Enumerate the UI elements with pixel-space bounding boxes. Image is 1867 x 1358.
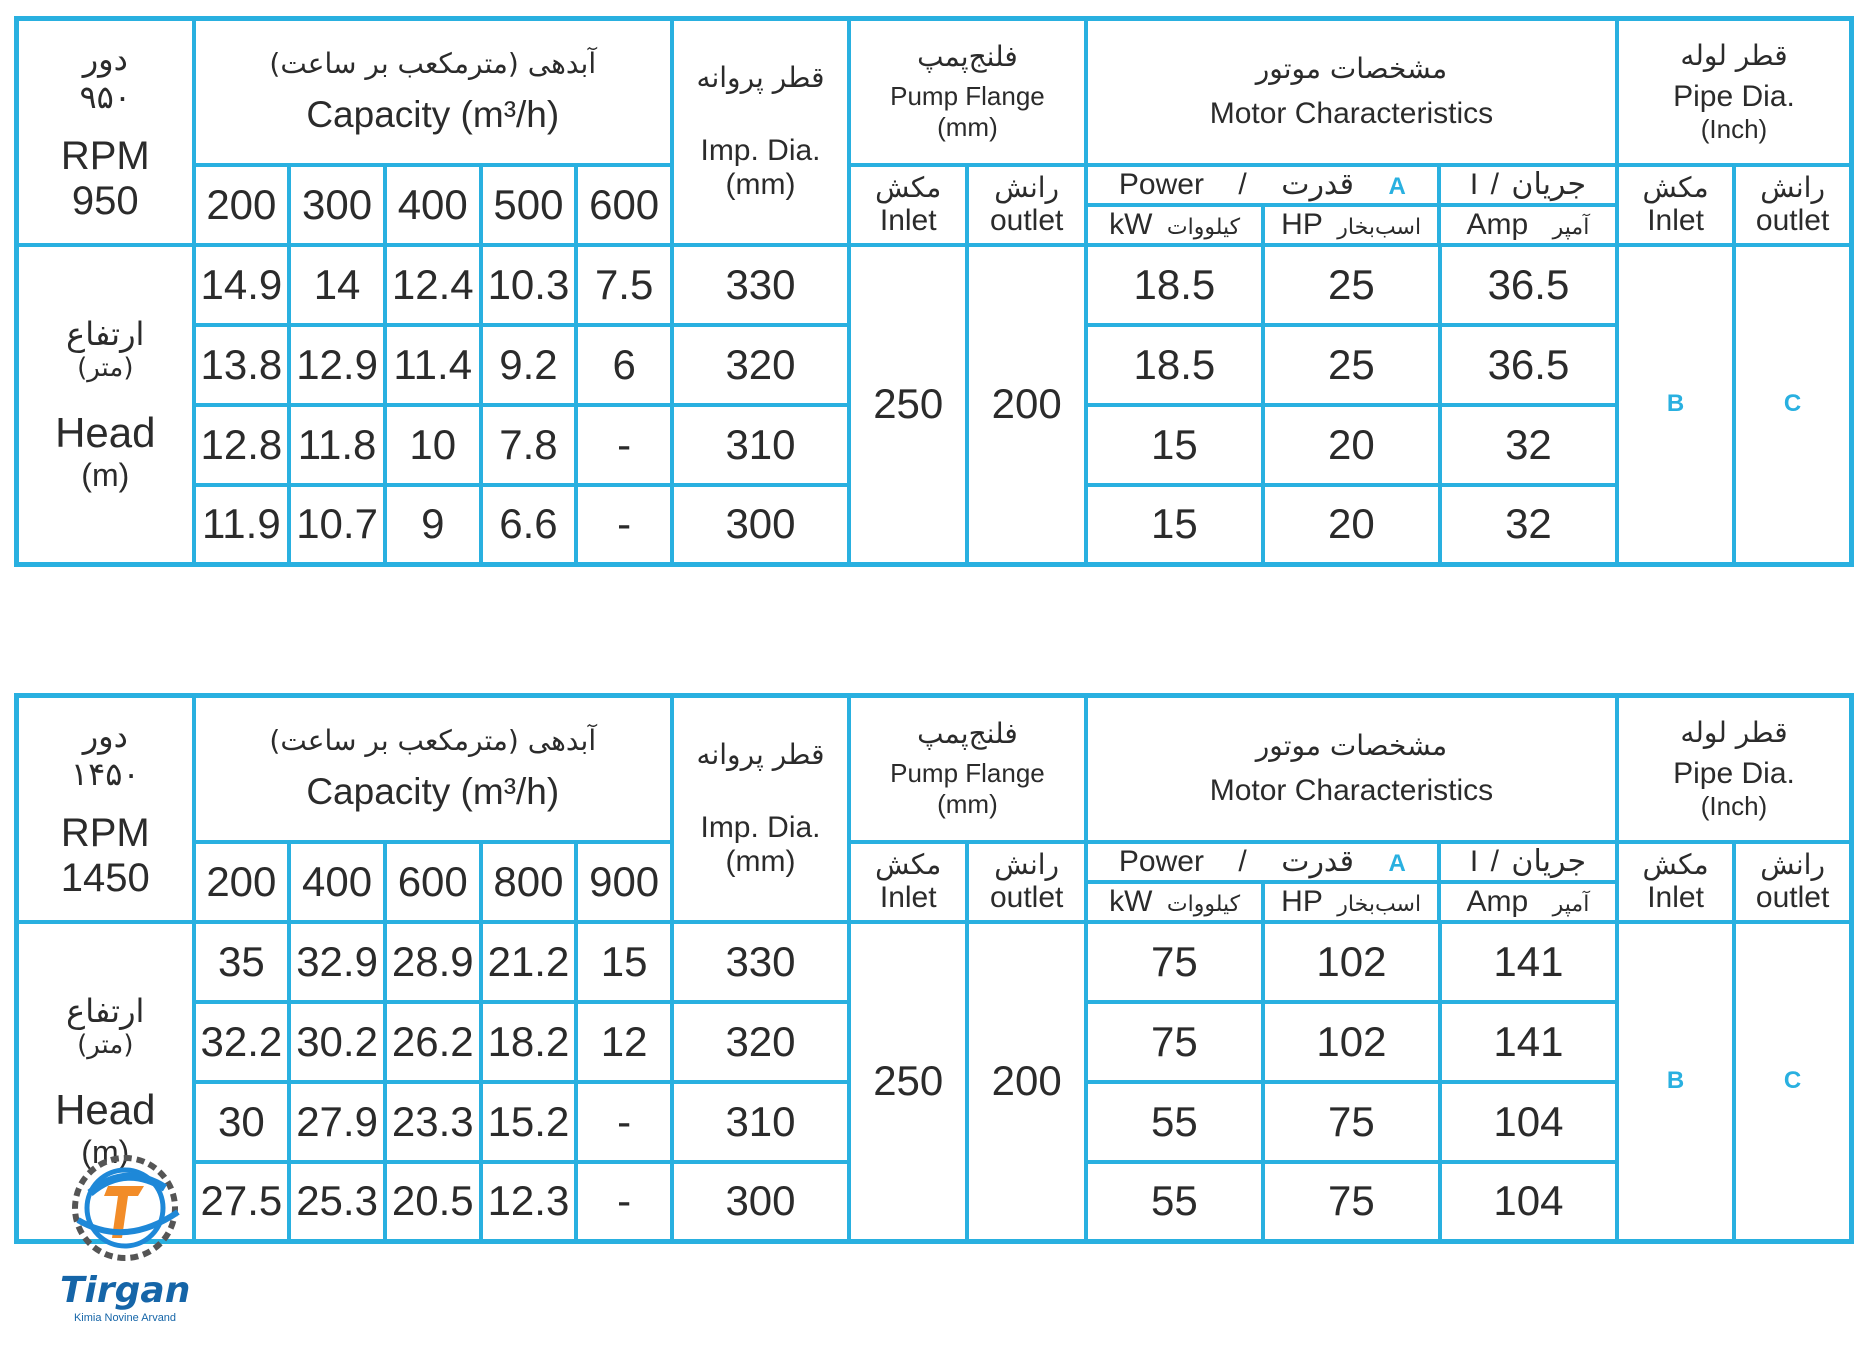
rpm-fa: دور bbox=[82, 39, 128, 78]
pipe-inlet-fa: مکش bbox=[1642, 171, 1709, 204]
head-value: - bbox=[576, 485, 672, 565]
head-label-en-unit: (m) bbox=[81, 456, 130, 493]
impeller-header-fa: قطر پروانه bbox=[696, 61, 825, 95]
logo-emblem-icon bbox=[60, 1148, 190, 1270]
amp-header-en: Amp bbox=[1466, 884, 1529, 918]
hp-value: 20 bbox=[1263, 405, 1440, 485]
impeller-header-en: Imp. Dia. bbox=[700, 811, 821, 845]
current-header-en: I bbox=[1469, 845, 1479, 878]
head-value: 13.8 bbox=[194, 325, 290, 405]
rpm-value: 1450 bbox=[60, 855, 150, 900]
pump-flange-header-en: Pump Flange bbox=[890, 81, 1045, 112]
kw-value: 18.5 bbox=[1086, 245, 1263, 325]
head-value: - bbox=[576, 1082, 672, 1162]
flange-outlet-en: outlet bbox=[989, 881, 1064, 914]
head-value: 12.8 bbox=[194, 405, 290, 485]
amp-header bbox=[1439, 882, 1615, 920]
head-value: 9 bbox=[385, 485, 481, 565]
head-value: - bbox=[576, 405, 672, 485]
power-header-en: Power bbox=[1118, 845, 1204, 878]
pipe-dia-header-en: Pipe Dia. bbox=[1673, 79, 1795, 113]
rpm-header bbox=[17, 696, 194, 922]
hp-value: 102 bbox=[1263, 1002, 1440, 1082]
kw-value: 55 bbox=[1086, 1082, 1263, 1162]
kw-value: 18.5 bbox=[1086, 325, 1263, 405]
pipe-outlet-value: C bbox=[1734, 922, 1851, 1242]
flange-inlet-en: Inlet bbox=[879, 204, 937, 237]
pipe-inlet-fa: مکش bbox=[1642, 848, 1709, 881]
head-value: 30 bbox=[194, 1082, 290, 1162]
current-header-en: I bbox=[1469, 168, 1479, 201]
kw-value: 55 bbox=[1086, 1162, 1263, 1242]
pipe-dia-header-en: Pipe Dia. bbox=[1673, 756, 1795, 790]
impeller-value: 310 bbox=[672, 1082, 849, 1162]
motor-header-fa: مشخصات موتور bbox=[1255, 729, 1448, 763]
head-value: 10 bbox=[385, 405, 481, 485]
pipe-inlet-header bbox=[1617, 165, 1734, 245]
motor-subheader bbox=[1086, 165, 1617, 245]
head-value: 26.2 bbox=[385, 1002, 481, 1082]
head-value: 20.5 bbox=[385, 1162, 481, 1242]
head-value: 10.7 bbox=[289, 485, 385, 565]
impeller-header-unit: (mm) bbox=[725, 168, 796, 202]
power-header-sep: / bbox=[1238, 845, 1247, 878]
current-header-fa: جریان bbox=[1511, 844, 1587, 879]
flange-inlet-en: Inlet bbox=[879, 881, 937, 914]
pump-flange-header-fa: فلنج‌پمپ bbox=[917, 717, 1018, 751]
head-label-en: Head bbox=[55, 1085, 156, 1133]
power-header-sep: / bbox=[1238, 168, 1247, 201]
hp-value: 75 bbox=[1263, 1082, 1440, 1162]
hp-header-en: HP bbox=[1281, 207, 1323, 241]
capacity-header-en: Capacity (m³/h) bbox=[306, 771, 560, 813]
impeller-value: 320 bbox=[672, 1002, 849, 1082]
current-header-sep: / bbox=[1490, 845, 1499, 878]
head-value: 11.8 bbox=[289, 405, 385, 485]
head-value: 32.2 bbox=[194, 1002, 290, 1082]
head-value: 35 bbox=[194, 922, 290, 1002]
flange-outlet-header bbox=[967, 165, 1085, 245]
pipe-inlet-value: B bbox=[1617, 922, 1734, 1242]
head-value: 12.4 bbox=[385, 245, 481, 325]
head-value: 11.9 bbox=[194, 485, 290, 565]
logo-wordmark: Tirgan bbox=[60, 1270, 191, 1311]
motor-header-en: Motor Characteristics bbox=[1209, 774, 1494, 808]
head-value: 14.9 bbox=[194, 245, 290, 325]
rpm-value: 950 bbox=[71, 178, 139, 223]
head-value: 23.3 bbox=[385, 1082, 481, 1162]
pipe-dia-header bbox=[1617, 696, 1852, 842]
logo-tagline: Kimia Novine Arvand bbox=[73, 1312, 177, 1324]
head-label-fa-unit: (متر) bbox=[77, 1029, 134, 1060]
capacity-value: 600 bbox=[385, 842, 481, 922]
pump-flange-header-unit: (mm) bbox=[937, 112, 998, 143]
hp-header bbox=[1263, 205, 1439, 243]
pipe-inlet-en: Inlet bbox=[1647, 881, 1704, 914]
power-header-fa: قدرت bbox=[1281, 844, 1355, 879]
hp-header bbox=[1263, 882, 1439, 920]
hp-value: 25 bbox=[1263, 325, 1440, 405]
kw-value: 15 bbox=[1086, 485, 1263, 565]
current-header-sep: / bbox=[1490, 168, 1499, 201]
head-value: 15.2 bbox=[481, 1082, 577, 1162]
motor-subheader-grid bbox=[1088, 844, 1615, 920]
amp-header-fa: آمپر bbox=[1552, 891, 1590, 917]
head-label-fa-unit: (متر) bbox=[77, 352, 134, 383]
pipe-inlet-value: B bbox=[1617, 245, 1734, 565]
capacity-header-fa: آبدهی (مترمکعب بر ساعت) bbox=[269, 47, 597, 81]
head-value: 30.2 bbox=[289, 1002, 385, 1082]
amp-header-fa: آمپر bbox=[1552, 214, 1590, 240]
hp-value: 20 bbox=[1263, 485, 1440, 565]
pipe-outlet-en: outlet bbox=[1755, 204, 1830, 237]
pipe-outlet-header bbox=[1734, 842, 1851, 922]
pipe-outlet-fa: رانش bbox=[1760, 171, 1825, 204]
head-label-en: Head bbox=[55, 408, 156, 456]
amp-value: 104 bbox=[1440, 1082, 1617, 1162]
impeller-header-en: Imp. Dia. bbox=[700, 134, 821, 168]
pipe-dia-header-unit: (Inch) bbox=[1700, 113, 1768, 144]
impeller-value: 300 bbox=[672, 485, 849, 565]
pipe-dia-header bbox=[1617, 19, 1852, 165]
kw-value: 75 bbox=[1086, 922, 1263, 1002]
kw-header-en: kW bbox=[1109, 884, 1153, 918]
amp-value: 36.5 bbox=[1440, 245, 1617, 325]
capacity-value: 900 bbox=[576, 842, 672, 922]
flange-outlet-value: 200 bbox=[967, 922, 1085, 1242]
current-header-fa: جریان bbox=[1511, 167, 1587, 202]
kw-header-fa: کیلووات bbox=[1166, 214, 1241, 240]
capacity-value: 600 bbox=[576, 165, 672, 245]
head-label bbox=[17, 245, 194, 565]
impeller-header bbox=[672, 696, 849, 922]
motor-header bbox=[1086, 696, 1617, 842]
head-value: 28.9 bbox=[385, 922, 481, 1002]
pipe-outlet-header bbox=[1734, 165, 1851, 245]
tirgan-logo bbox=[60, 1148, 190, 1328]
hp-value: 75 bbox=[1263, 1162, 1440, 1242]
amp-header-en: Amp bbox=[1466, 207, 1529, 241]
power-header-fa: قدرت bbox=[1281, 167, 1355, 202]
pipe-inlet-header bbox=[1617, 842, 1734, 922]
hp-header-en: HP bbox=[1281, 884, 1323, 918]
amp-value: 141 bbox=[1440, 922, 1617, 1002]
head-label-fa: ارتفاع bbox=[66, 991, 145, 1030]
kw-value: 15 bbox=[1086, 405, 1263, 485]
hp-header-fa: اسب‌بخار bbox=[1337, 891, 1422, 917]
pump-flange-header bbox=[849, 19, 1086, 165]
capacity-value: 400 bbox=[289, 842, 385, 922]
head-value: - bbox=[576, 1162, 672, 1242]
capacity-header bbox=[194, 696, 672, 842]
head-value: 6.6 bbox=[481, 485, 577, 565]
impeller-value: 330 bbox=[672, 922, 849, 1002]
impeller-header-unit: (mm) bbox=[725, 845, 796, 879]
head-value: 7.5 bbox=[576, 245, 672, 325]
power-header bbox=[1088, 844, 1439, 882]
rpm-en: RPM bbox=[60, 133, 150, 178]
capacity-header-en: Capacity (m³/h) bbox=[306, 94, 560, 136]
capacity-value: 400 bbox=[385, 165, 481, 245]
impeller-header-fa: قطر پروانه bbox=[696, 738, 825, 772]
head-label-en-unit: (m) bbox=[81, 1133, 130, 1170]
amp-value: 32 bbox=[1440, 405, 1617, 485]
head-value: 18.2 bbox=[481, 1002, 577, 1082]
head-value: 10.3 bbox=[481, 245, 577, 325]
flange-inlet-header bbox=[849, 165, 967, 245]
kw-header-en: kW bbox=[1109, 207, 1153, 241]
motor-header-en: Motor Characteristics bbox=[1209, 97, 1494, 131]
hp-value: 102 bbox=[1263, 922, 1440, 1002]
head-value: 6 bbox=[576, 325, 672, 405]
kw-header bbox=[1088, 882, 1264, 920]
pipe-inlet-en: Inlet bbox=[1647, 204, 1704, 237]
head-value: 12.3 bbox=[481, 1162, 577, 1242]
rpm-en: RPM bbox=[60, 810, 150, 855]
head-value: 25.3 bbox=[289, 1162, 385, 1242]
head-value: 27.5 bbox=[194, 1162, 290, 1242]
capacity-value: 300 bbox=[289, 165, 385, 245]
flange-inlet-header bbox=[849, 842, 967, 922]
hp-value: 25 bbox=[1263, 245, 1440, 325]
pipe-outlet-fa: رانش bbox=[1760, 848, 1825, 881]
head-value: 21.2 bbox=[481, 922, 577, 1002]
head-value: 9.2 bbox=[481, 325, 577, 405]
motor-header-fa: مشخصات موتور bbox=[1255, 52, 1448, 86]
pump-flange-header-unit: (mm) bbox=[937, 789, 998, 820]
flange-outlet-en: outlet bbox=[989, 204, 1064, 237]
kw-header-fa: کیلووات bbox=[1166, 891, 1241, 917]
spec-table-950-rpm bbox=[14, 16, 1854, 567]
rpm-header bbox=[17, 19, 194, 245]
current-header bbox=[1439, 167, 1615, 205]
pipe-outlet-en: outlet bbox=[1755, 881, 1830, 914]
table-row bbox=[17, 922, 1852, 1002]
pump-flange-header-fa: فلنج‌پمپ bbox=[917, 40, 1018, 74]
impeller-header bbox=[672, 19, 849, 245]
flange-inlet-fa: مکش bbox=[875, 171, 942, 204]
pipe-outlet-value: C bbox=[1734, 245, 1851, 565]
motor-header bbox=[1086, 19, 1617, 165]
capacity-header bbox=[194, 19, 672, 165]
impeller-value: 320 bbox=[672, 325, 849, 405]
hp-header-fa: اسب‌بخار bbox=[1337, 214, 1422, 240]
capacity-value: 200 bbox=[194, 165, 290, 245]
head-value: 7.8 bbox=[481, 405, 577, 485]
kw-value: 75 bbox=[1086, 1002, 1263, 1082]
capacity-value: 800 bbox=[481, 842, 577, 922]
power-header-mark: A bbox=[1388, 850, 1406, 877]
rpm-fa: دور bbox=[82, 716, 128, 755]
rpm-fa-num: ۱۴۵۰ bbox=[70, 754, 140, 793]
flange-outlet-fa: رانش bbox=[994, 848, 1060, 881]
current-header bbox=[1439, 844, 1615, 882]
spec-table-1450-rpm bbox=[14, 693, 1854, 1244]
amp-header bbox=[1439, 205, 1615, 243]
flange-inlet-fa: مکش bbox=[875, 848, 942, 881]
amp-value: 104 bbox=[1440, 1162, 1617, 1242]
impeller-value: 310 bbox=[672, 405, 849, 485]
flange-inlet-value: 250 bbox=[849, 922, 967, 1242]
pipe-dia-header-unit: (Inch) bbox=[1700, 790, 1768, 821]
amp-value: 32 bbox=[1440, 485, 1617, 565]
impeller-value: 330 bbox=[672, 245, 849, 325]
head-value: 14 bbox=[289, 245, 385, 325]
head-value: 15 bbox=[576, 922, 672, 1002]
pipe-dia-header-fa: قطر لوله bbox=[1680, 38, 1788, 72]
power-header bbox=[1088, 167, 1439, 205]
head-label-fa: ارتفاع bbox=[66, 314, 145, 353]
head-value: 32.9 bbox=[289, 922, 385, 1002]
amp-value: 36.5 bbox=[1440, 325, 1617, 405]
impeller-value: 300 bbox=[672, 1162, 849, 1242]
motor-subheader bbox=[1086, 842, 1617, 922]
capacity-value: 200 bbox=[194, 842, 290, 922]
capacity-value: 500 bbox=[481, 165, 577, 245]
pump-flange-header-en: Pump Flange bbox=[890, 758, 1045, 789]
head-value: 11.4 bbox=[385, 325, 481, 405]
head-value: 27.9 bbox=[289, 1082, 385, 1162]
table-row bbox=[17, 245, 1852, 325]
pump-flange-header bbox=[849, 696, 1086, 842]
capacity-header-fa: آبدهی (مترمکعب بر ساعت) bbox=[269, 724, 597, 758]
motor-subheader-grid bbox=[1088, 167, 1615, 243]
flange-inlet-value: 250 bbox=[849, 245, 967, 565]
power-header-en: Power bbox=[1118, 168, 1204, 201]
pipe-dia-header-fa: قطر لوله bbox=[1680, 715, 1788, 749]
head-value: 12.9 bbox=[289, 325, 385, 405]
head-value: 12 bbox=[576, 1002, 672, 1082]
flange-outlet-value: 200 bbox=[967, 245, 1085, 565]
flange-outlet-fa: رانش bbox=[994, 171, 1060, 204]
amp-value: 141 bbox=[1440, 1002, 1617, 1082]
rpm-fa-num: ۹۵۰ bbox=[79, 77, 132, 116]
power-header-mark: A bbox=[1388, 173, 1406, 200]
flange-outlet-header bbox=[967, 842, 1085, 922]
kw-header bbox=[1088, 205, 1264, 243]
